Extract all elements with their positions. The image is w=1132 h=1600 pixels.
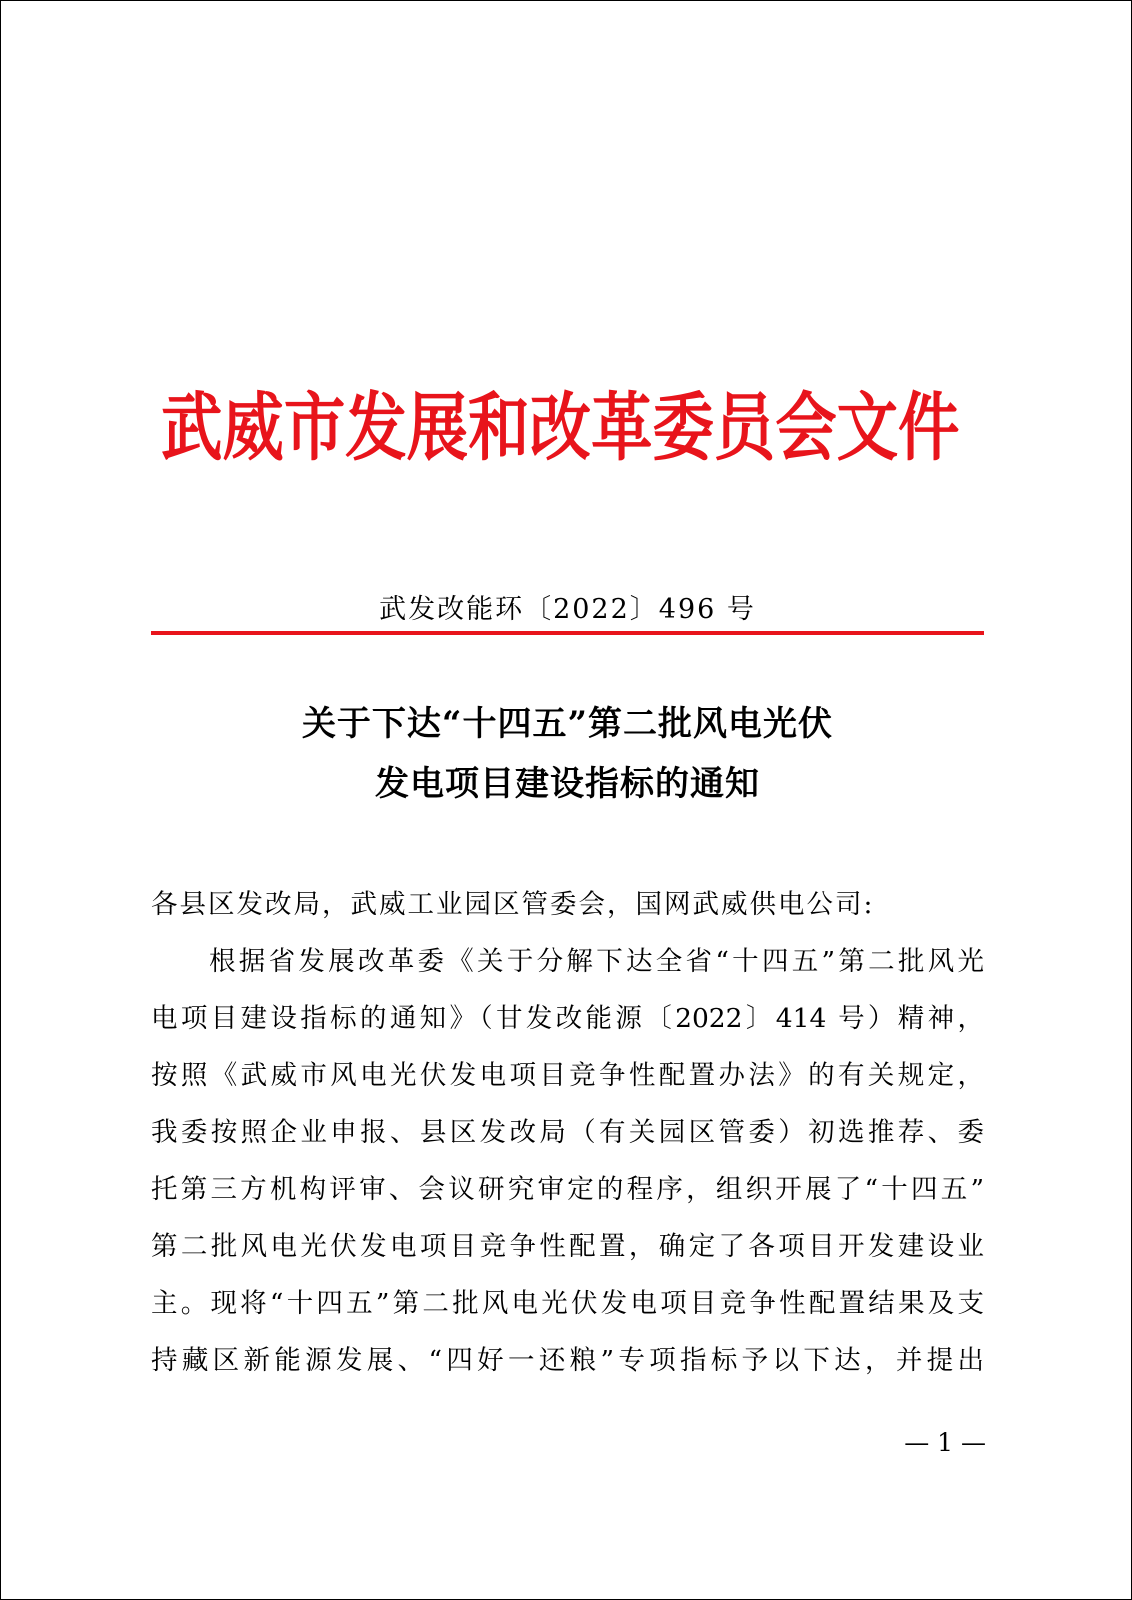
subject-line-1: 关于下达“十四五”第二批风电光伏 (301, 704, 834, 744)
letterhead-title: 武威市发展和改革委员会文件 (161, 385, 960, 471)
document-subject (151, 694, 984, 814)
body-line: 根据省发展改革委《关于分解下达全省“十四五”第二批风光 (209, 946, 984, 977)
subject-line-2: 发电项目建设指标的通知 (375, 764, 760, 804)
body-line: 持藏区新能源发展、“四好一还粮”专项指标予以下达，并提出 (151, 1345, 984, 1376)
addressee-line: 各县区发改局，武威工业园区管委会，国网武威供电公司: (151, 889, 875, 920)
body-line: 我委按照企业申报、县区发改局（有关园区管委）初选推荐、委 (151, 1117, 984, 1148)
body-line: 托第三方机构评审、会议研究审定的程序，组织开展了“十四五” (151, 1174, 984, 1205)
document-body (151, 876, 991, 1389)
body-line: 电项目建设指标的通知》（甘发改能源〔2022〕414 号）精神， (151, 1003, 984, 1034)
letterhead-red-divider (151, 631, 984, 635)
body-line: 第二批风电光伏发电项目竞争性配置，确定了各项目开发建设业 (151, 1231, 984, 1262)
body-line: 主。现将“十四五”第二批风电光伏发电项目竞争性配置结果及支 (151, 1288, 984, 1319)
document-number: 武发改能环〔2022〕496 号 (379, 594, 756, 625)
body-line: 按照《武威市风电光伏发电项目竞争性配置办法》的有关规定， (151, 1060, 984, 1091)
page-number: — 1 — (904, 1428, 986, 1457)
